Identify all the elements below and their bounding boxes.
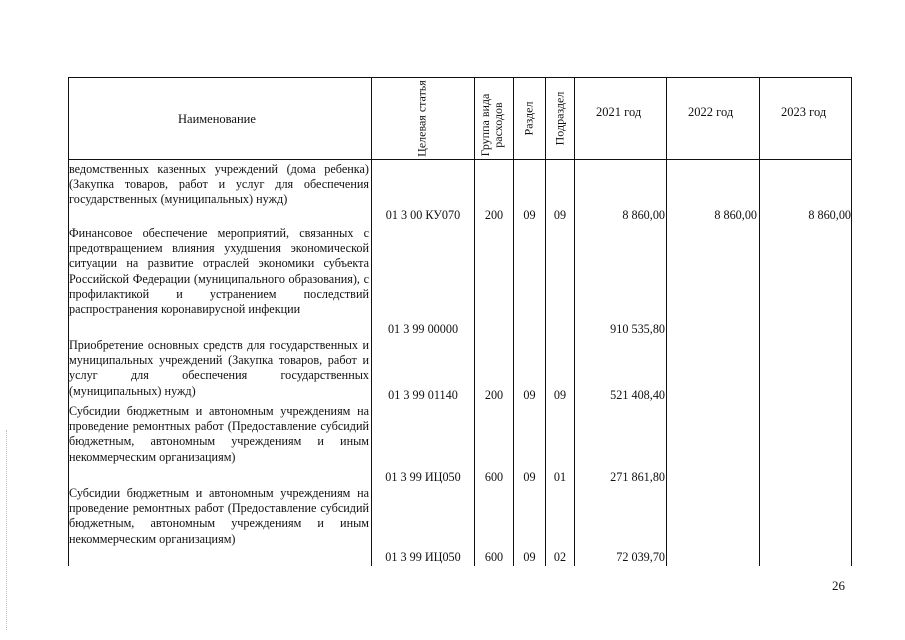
col-line-4 (545, 77, 546, 566)
row-3-subsection: 01 (553, 470, 567, 484)
row-3-section: 09 (523, 470, 536, 484)
row-2-section: 09 (523, 388, 536, 402)
row-2-group: 200 (484, 388, 504, 402)
header-2023: 2023 год (781, 105, 827, 119)
row-0-2023: 8 860,00 (808, 208, 851, 222)
row-0-subsection: 09 (553, 208, 567, 222)
header-target-article: Целевая статья (414, 80, 429, 157)
row-3-code: 01 3 99 ИЦ050 (385, 470, 461, 484)
row-2-2021: 521 408,40 (610, 388, 665, 402)
header-section: Раздел (521, 101, 536, 136)
header-expense-group: Группа вида расходов (478, 93, 505, 157)
row-2-subsection: 09 (553, 388, 567, 402)
col-line-2 (474, 77, 475, 566)
row-4-2021: 72 039,70 (616, 550, 665, 564)
row-1-name: Финансовое обеспечение мероприятий, связанных с предотвращением влияния ухудшения экономической ситуации на развитие отраслей экономики субъекта Российской Федерации (муниципального образования), с профилактикой и устранением последствий распространения коронавирусной инфекции (69, 226, 369, 317)
row-4-group: 600 (484, 550, 504, 564)
row-2-name: Приобретение основных средств для государственных и муниципальных учреждений (Закупка товаров, работ и услуг для обеспечения государственных (муниципальных) нужд) (69, 338, 369, 398)
row-0-code: 01 3 00 КУ070 (385, 208, 461, 222)
col-line-7 (759, 77, 760, 566)
header-2021: 2021 год (596, 105, 642, 119)
col-line-3 (513, 77, 514, 566)
row-4-subsection: 02 (553, 550, 567, 564)
row-3-name: Субсидии бюджетным и автономным учреждениям на проведение ремонтных работ (Предоставление субсидий бюджетным, автономным учреждениям и иным некоммерческим организациям) (69, 404, 369, 464)
col-line-6 (666, 77, 667, 566)
header-name: Наименование (178, 112, 256, 126)
row-4-section: 09 (523, 550, 536, 564)
row-1-2021: 910 535,80 (610, 322, 665, 336)
row-0-2022: 8 860,00 (714, 208, 757, 222)
header-bottom-border (68, 159, 852, 160)
page-number: 26 (832, 578, 845, 593)
row-3-2021: 271 861,80 (610, 470, 665, 484)
header-subsection: Подраздел (552, 91, 567, 146)
row-3-group: 600 (484, 470, 504, 484)
row-0-2021: 8 860,00 (622, 208, 665, 222)
col-line-8 (851, 77, 852, 566)
row-1-code: 01 3 99 00000 (387, 322, 459, 336)
scan-margin-mark (6, 430, 8, 630)
row-0-section: 09 (523, 208, 536, 222)
row-2-code: 01 3 99 01140 (388, 388, 458, 402)
table-top-border (68, 77, 852, 78)
row-0-group: 200 (484, 208, 504, 222)
row-4-name: Субсидии бюджетным и автономным учреждениям на проведение ремонтных работ (Предоставление субсидий бюджетным, автономным учреждениям и иным некоммерческим организациям) (69, 486, 369, 546)
row-4-code: 01 3 99 ИЦ050 (385, 550, 461, 564)
header-2022: 2022 год (688, 105, 734, 119)
row-0-name: ведомственных казенных учреждений (дома ребенка) (Закупка товаров, работ и услуг для обеспечения государственных (муниципальных) нужд) (69, 162, 369, 207)
